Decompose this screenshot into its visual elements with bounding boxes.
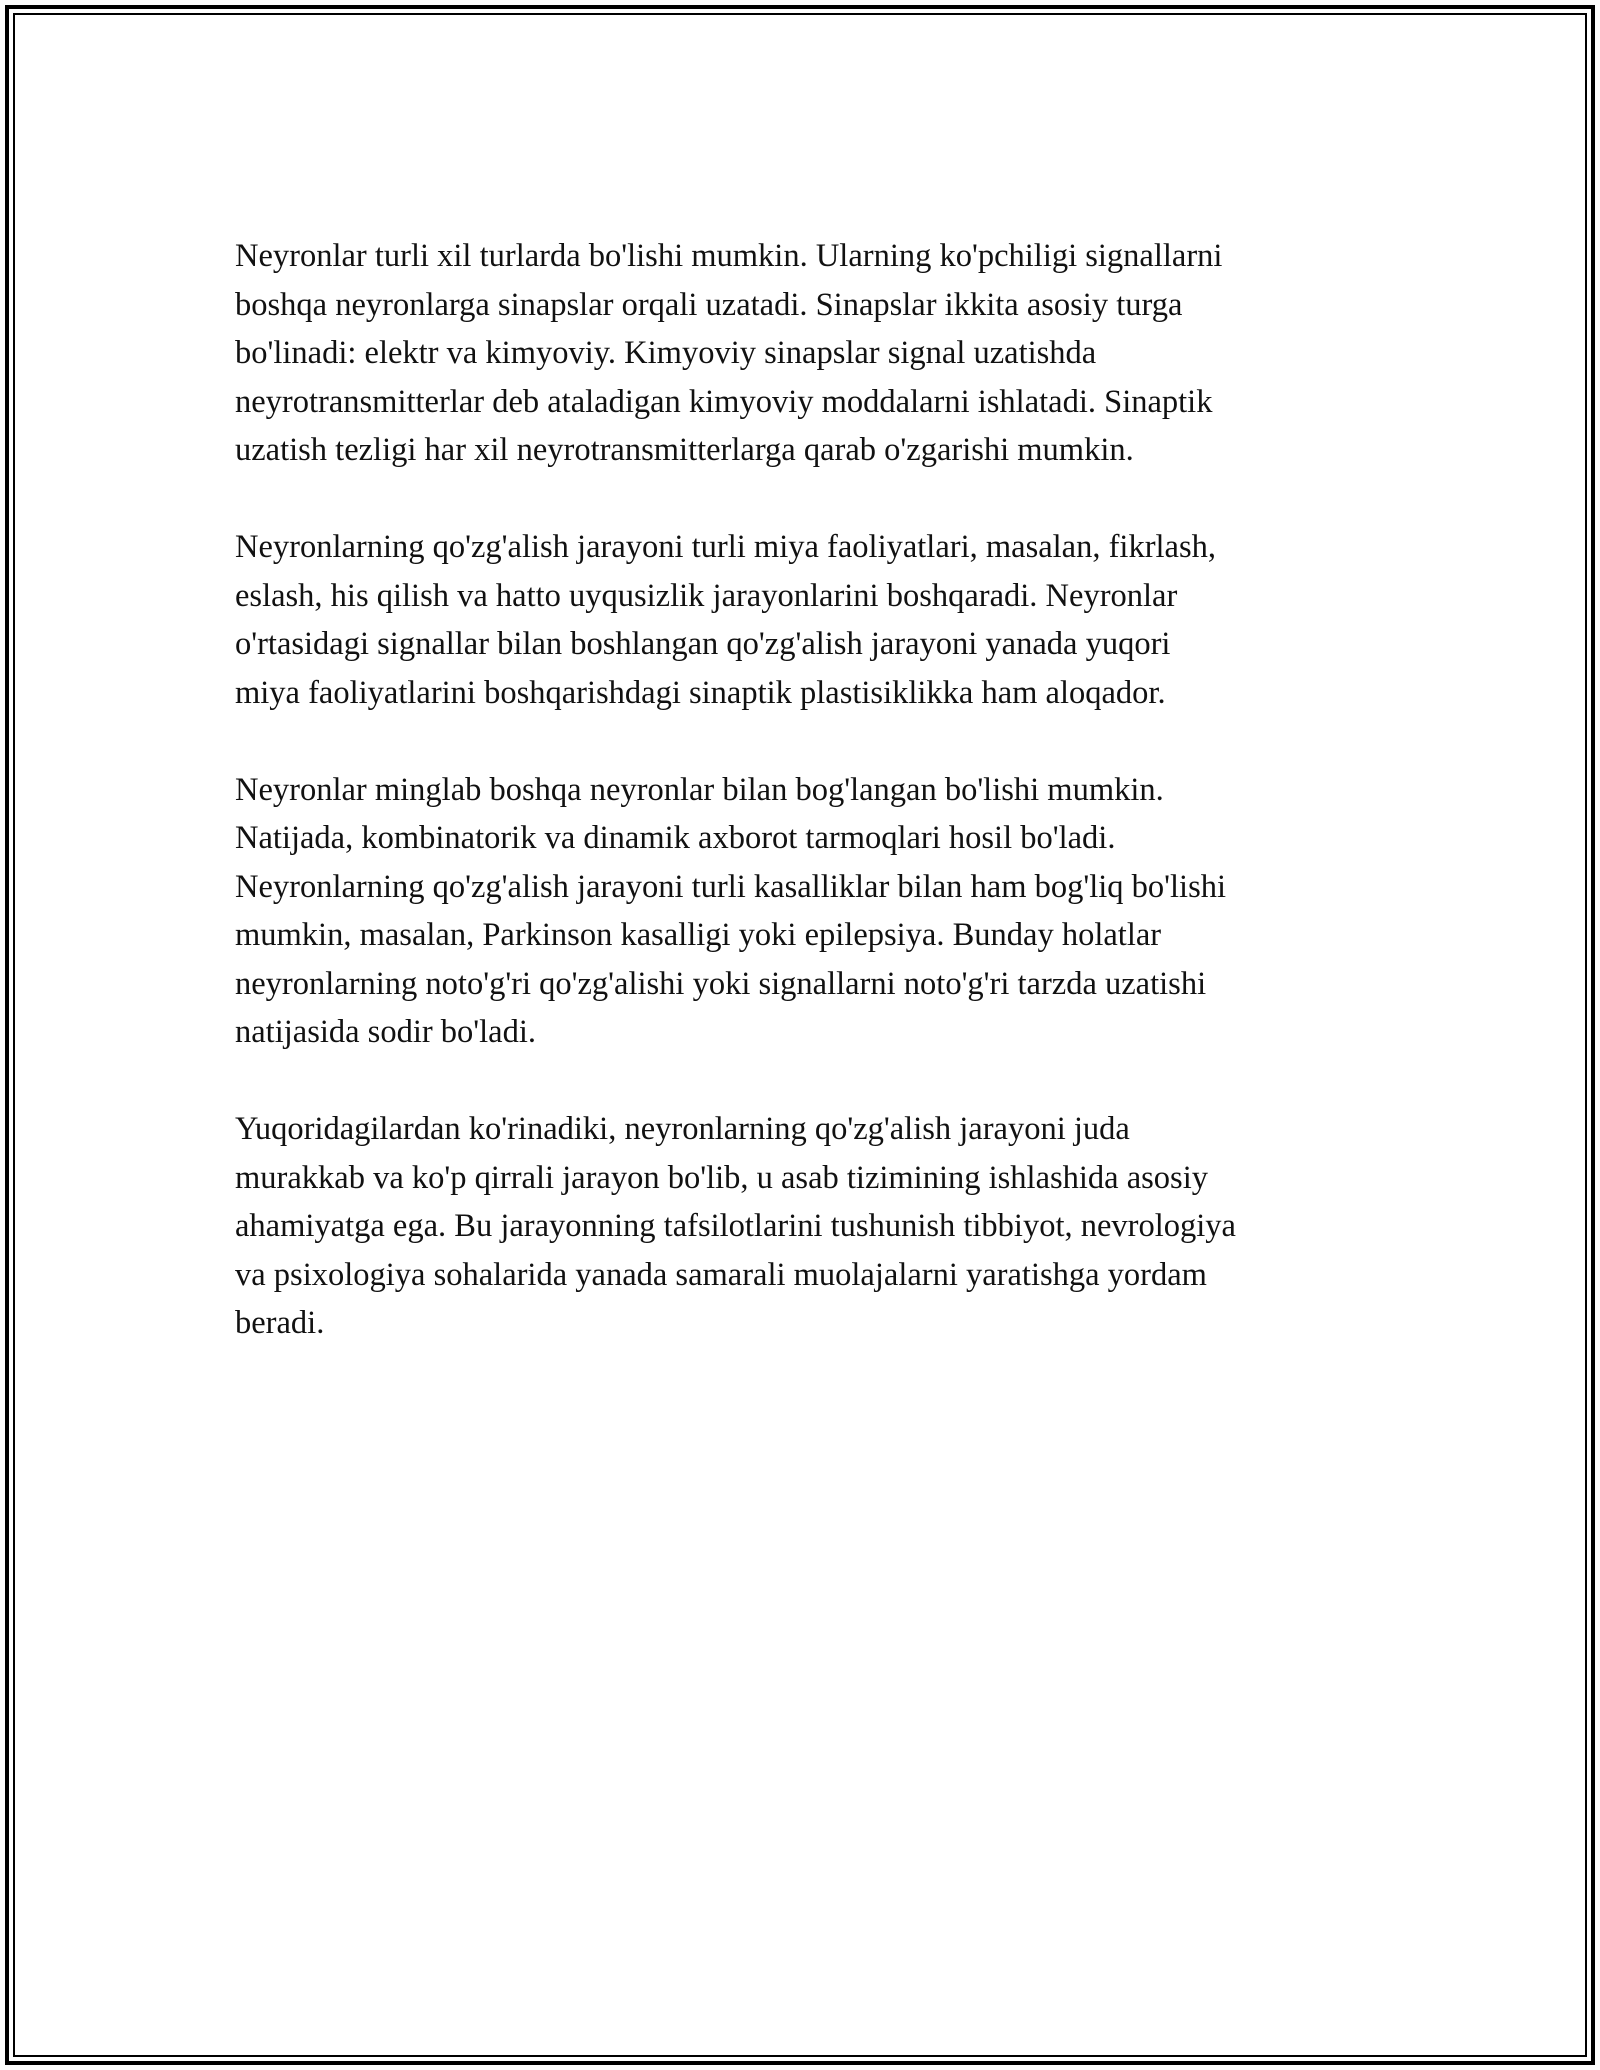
text-line: Neyronlar minglab boshqa neyronlar bilan bog'langan bo'lishi mumkin.: [235, 771, 1164, 808]
paragraph-2: [235, 523, 1385, 717]
text-line: beradi.: [235, 1305, 325, 1341]
text-line: murakkab va ko'p qirrali jarayon bo'lib, u asab tizimining ishlashida asosiy: [235, 1159, 1208, 1196]
paragraph-3: [235, 766, 1385, 1057]
text-line: Neyronlarning qo'zg'alish jarayoni turli kasalliklar bilan ham bog'liq bo'lishi: [235, 868, 1226, 905]
text-line: bo'linadi: elektr va kimyoviy. Kimyoviy sinapslar signal uzatishda: [235, 335, 1097, 371]
text-line: uzatish tezligi har xil neyrotransmitterlarga qarab o'zgarishi mumkin.: [235, 432, 1134, 468]
text-line: mumkin, masalan, Parkinson kasalligi yoki epilepsiya. Bunday holatlar: [235, 917, 1162, 953]
text-line: va psixologiya sohalarida yanada samarali muolajalarni yaratishga yordam: [235, 1256, 1207, 1293]
text-line: ahamiyatga ega. Bu jarayonning tafsilotlarini tushunish tibbiyot, nevrologiya: [235, 1208, 1236, 1244]
text-line: neyrotransmitterlar deb ataladigan kimyoviy moddalarni ishlatadi. Sinaptik: [235, 383, 1213, 420]
paragraph-1: [235, 232, 1385, 475]
text-line: miya faoliyatlarini boshqarishdagi sinaptik plastisiklikka ham aloqador.: [235, 674, 1166, 711]
text-line: o'rtasidagi signallar bilan boshlangan qo'zg'alish jarayoni yanada yuqori: [235, 626, 1171, 662]
text-line: eslash, his qilish va hatto uyqusizlik jarayonlarini boshqaradi. Neyronlar: [235, 577, 1178, 614]
text-line: natijasida sodir bo'ladi.: [235, 1014, 537, 1050]
document-body: [235, 232, 1385, 1396]
text-line: neyronlarning noto'g'ri qo'zg'alishi yoki signallarni noto'g'ri tarzda uzatishi: [235, 965, 1207, 1002]
text-line: Yuqoridagilardan ko'rinadiki, neyronlarning qo'zg'alish jarayoni juda: [235, 1111, 1130, 1147]
text-line: Natijada, kombinatorik va dinamik axborot tarmoqlari hosil bo'ladi.: [235, 820, 1116, 856]
text-line: Neyronlar turli xil turlarda bo'lishi mumkin. Ularning ko'pchiligi signallarni: [235, 238, 1223, 274]
text-line: boshqa neyronlarga sinapslar orqali uzatadi. Sinapslar ikkita asosiy turga: [235, 286, 1183, 323]
text-line: Neyronlarning qo'zg'alish jarayoni turli miya faoliyatlari, masalan, fikrlash,: [235, 529, 1216, 565]
paragraph-4: [235, 1105, 1385, 1348]
